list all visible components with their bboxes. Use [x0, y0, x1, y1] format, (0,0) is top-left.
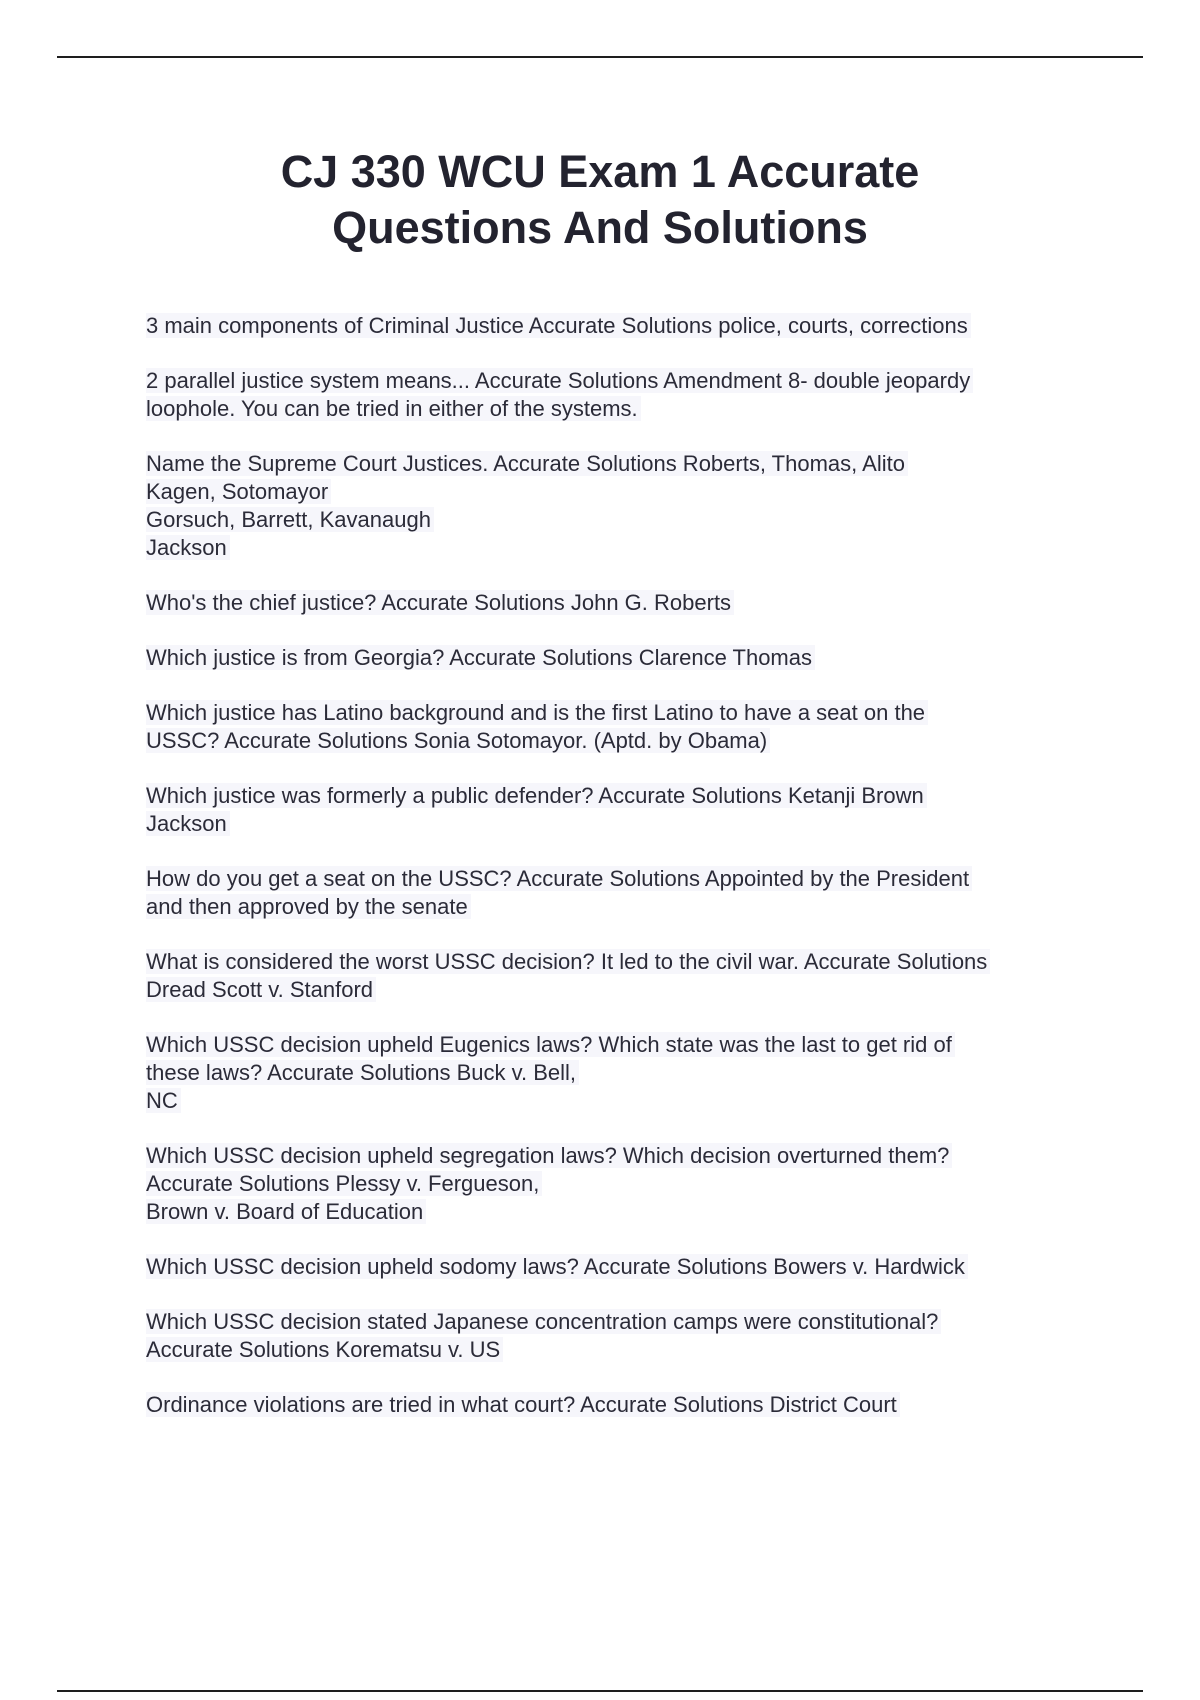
qa-line-text: Which justice was formerly a public defender? Accurate Solutions Ketanji Brown [146, 783, 927, 808]
qa-line-text: Which justice has Latino background and is the first Latino to have a seat on the [146, 700, 928, 725]
qa-line-text: How do you get a seat on the USSC? Accurate Solutions Appointed by the President [146, 866, 972, 891]
qa-line [146, 699, 1086, 727]
qa-line-text: What is considered the worst USSC decision? It led to the civil war. Accurate Solutions [146, 949, 990, 974]
qa-entry [146, 367, 1086, 423]
qa-entry [146, 589, 1086, 617]
qa-line-text: Which USSC decision upheld sodomy laws? Accurate Solutions Bowers v. Hardwick [146, 1254, 968, 1279]
qa-line [146, 312, 1086, 340]
qa-line-text: 2 parallel justice system means... Accurate Solutions Amendment 8- double jeopardy [146, 368, 973, 393]
qa-line-text: Which USSC decision upheld segregation laws? Which decision overturned them? [146, 1143, 952, 1168]
qa-entry [146, 312, 1086, 340]
qa-line [146, 810, 1086, 838]
qa-line-text: Brown v. Board of Education [146, 1199, 426, 1224]
qa-line [146, 1031, 1086, 1059]
qa-line [146, 534, 1086, 562]
qa-line-text: Jackson [146, 535, 230, 560]
qa-line-text: USSC? Accurate Solutions Sonia Sotomayor. (Aptd. by Obama) [146, 728, 770, 753]
qa-entry [146, 699, 1086, 755]
top-rule [57, 56, 1143, 58]
qa-line [146, 1308, 1086, 1336]
qa-line [146, 1253, 1086, 1281]
qa-line [146, 589, 1086, 617]
qa-entry [146, 865, 1086, 921]
qa-line [146, 367, 1086, 395]
qa-entry [146, 450, 1086, 562]
qa-line [146, 478, 1086, 506]
bottom-rule [57, 1690, 1143, 1692]
qa-line [146, 1142, 1086, 1170]
qa-entry [146, 1031, 1086, 1115]
qa-line-text: Which USSC decision stated Japanese concentration camps were constitutional? [146, 1309, 941, 1334]
qa-entry [146, 1253, 1086, 1281]
qa-line [146, 1198, 1086, 1226]
qa-line [146, 506, 1086, 534]
title-line-1: CJ 330 WCU Exam 1 Accurate [280, 146, 920, 197]
qa-line [146, 1059, 1086, 1087]
qa-line [146, 782, 1086, 810]
qa-line-text: NC [146, 1088, 181, 1113]
qa-line [146, 450, 1086, 478]
qa-line-text: Kagen, Sotomayor [146, 479, 331, 504]
qa-line-text: 3 main components of Criminal Justice Accurate Solutions police, courts, corrections [146, 313, 971, 338]
qa-entry [146, 644, 1086, 672]
qa-line-text: Jackson [146, 811, 230, 836]
qa-line-text: Which USSC decision upheld Eugenics laws? Which state was the last to get rid of [146, 1032, 955, 1057]
page-title [0, 144, 1200, 256]
qa-line-text: these laws? Accurate Solutions Buck v. Bell, [146, 1060, 579, 1085]
qa-line [146, 395, 1086, 423]
qa-line-text: Gorsuch, Barrett, Kavanaugh [146, 507, 434, 532]
title-line-2: Questions And Solutions [332, 202, 868, 253]
qa-line [146, 727, 1086, 755]
qa-line [146, 893, 1086, 921]
qa-line [146, 865, 1086, 893]
qa-line-text: Accurate Solutions Plessy v. Fergueson, [146, 1171, 542, 1196]
qa-line [146, 1170, 1086, 1198]
qa-entry [146, 1308, 1086, 1364]
qa-line-text: loophole. You can be tried in either of the systems. [146, 396, 641, 421]
qa-line-text: Accurate Solutions Korematsu v. US [146, 1337, 503, 1362]
qa-line-text: Dread Scott v. Stanford [146, 977, 376, 1002]
qa-line [146, 948, 1086, 976]
qa-entry [146, 948, 1086, 1004]
qa-line-text: Which justice is from Georgia? Accurate Solutions Clarence Thomas [146, 645, 815, 670]
qa-entry [146, 1142, 1086, 1226]
qa-line [146, 644, 1086, 672]
qa-line [146, 976, 1086, 1004]
qa-line-text: Ordinance violations are tried in what court? Accurate Solutions District Court [146, 1392, 900, 1417]
qa-line [146, 1087, 1086, 1115]
qa-entry [146, 1391, 1086, 1419]
qa-line [146, 1391, 1086, 1419]
qa-line-text: Who's the chief justice? Accurate Solutions John G. Roberts [146, 590, 734, 615]
qa-line [146, 1336, 1086, 1364]
qa-line-text: Name the Supreme Court Justices. Accurate Solutions Roberts, Thomas, Alito [146, 451, 908, 476]
qa-line-text: and then approved by the senate [146, 894, 471, 919]
qa-entry [146, 782, 1086, 838]
qa-list [146, 312, 1086, 1446]
